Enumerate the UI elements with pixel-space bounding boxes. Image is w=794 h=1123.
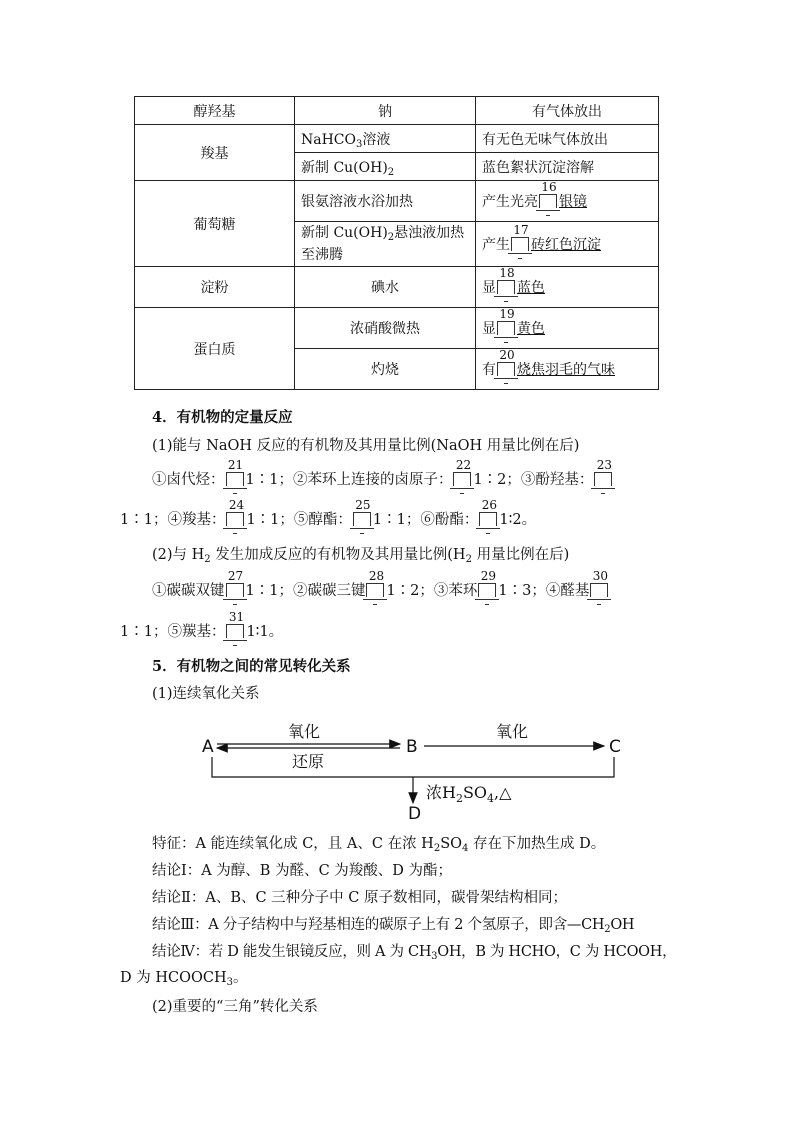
paragraph: (2)重要的“三角”转化关系: [152, 999, 318, 1015]
subscript: 4: [487, 792, 495, 805]
text: 结论Ⅳ：若 D 能发生银镜反应，则 A 为 CH: [152, 944, 432, 960]
table-cell: [295, 125, 476, 153]
table-cell: [476, 349, 659, 390]
text: (2)与 H: [152, 547, 205, 563]
blank-number: 25: [355, 498, 371, 512]
fill-blank-box: [497, 307, 515, 335]
table-cell: 碘水: [295, 267, 476, 308]
subscript: 2: [433, 843, 441, 854]
fill-blank-box: [478, 569, 497, 597]
text: ,△: [494, 783, 512, 802]
cell-text: NaHCO: [301, 131, 356, 148]
text: 1∶1；④羧基：: [120, 512, 226, 528]
paragraph: 结论Ⅰ：A 为醇、B 为醛、C 为羧酸、D 为酯；: [152, 863, 453, 879]
text: 1∶1。: [246, 624, 284, 640]
text: 1∶2；③酚羟基：: [473, 472, 594, 488]
text: 1∶2；③苯环: [386, 583, 478, 599]
fill-blank-box: [539, 180, 557, 208]
table-cell: 蛋白质: [135, 308, 295, 390]
table-cell: [476, 222, 659, 267]
blank-number: 29: [480, 569, 497, 583]
fill-blank-box: [226, 610, 245, 638]
text: OH: [610, 917, 635, 933]
text: 1∶1；⑤醇酯：: [246, 512, 352, 528]
table-cell: 灼烧: [295, 349, 476, 390]
blank-number: 23: [596, 458, 613, 472]
paragraph: (1)连续氧化关系: [152, 686, 260, 702]
paragraph: [152, 942, 676, 962]
cell-text: 显: [482, 321, 496, 337]
table-cell: 有气体放出: [476, 97, 659, 125]
node-a: A: [202, 737, 214, 757]
text: (1)能与 NaOH 反应的有机物及其用量比例(NaOH 用量比例在后): [152, 438, 580, 454]
fill-blank-box: [497, 348, 515, 376]
blank-number: 19: [499, 307, 515, 321]
answer-text: 蓝色: [517, 280, 545, 296]
reaction-table: [134, 96, 659, 390]
text: 浓H: [426, 783, 456, 802]
table-cell: 浓硝酸微热: [295, 308, 476, 349]
subscript: 2: [604, 924, 611, 935]
blank-number: 31: [228, 610, 245, 624]
table-cell: [295, 222, 476, 267]
table-cell: 羧基: [135, 125, 295, 181]
table-cell: 葡萄糖: [135, 181, 295, 267]
answer-text: 烧焦羽毛的气味: [517, 362, 615, 378]
text: D 为 HCOOCH: [120, 970, 227, 986]
table-cell: 蓝色絮状沉淀溶解: [476, 153, 659, 181]
table-row: [135, 267, 659, 308]
table-cell: 淀粉: [135, 267, 295, 308]
text: 用量比例在后): [471, 547, 570, 563]
paragraph: [152, 569, 610, 601]
table-cell: 钠: [295, 97, 476, 125]
answer-text: 银镜: [559, 194, 587, 210]
table-cell: 有无色无味气体放出: [476, 125, 659, 153]
text: SO: [440, 836, 463, 852]
blank-number: 20: [499, 348, 515, 362]
cell-text: 显: [482, 280, 496, 296]
text: 。: [232, 970, 248, 986]
subscript: 2: [204, 554, 211, 565]
text: 存在下加热生成 D。: [468, 836, 606, 852]
text: ①卤代烃：: [152, 472, 225, 488]
fill-blank-box: [226, 498, 245, 526]
cell-text: 新制 Cu(OH): [301, 225, 388, 241]
text: 1∶3；④醛基: [498, 583, 590, 599]
blank-number: 27: [227, 569, 244, 583]
table-cell: [476, 267, 659, 308]
node-b: B: [406, 737, 418, 757]
label-oxidation-2: 氧化: [496, 722, 529, 741]
fill-blank-box: [594, 458, 613, 486]
fill-blank-box: [353, 498, 371, 526]
fill-blank-box: [366, 569, 385, 597]
answer-text: 黄色: [517, 321, 545, 337]
table-cell: [476, 181, 659, 222]
table-row: [135, 125, 659, 153]
subscript: 3: [226, 977, 233, 988]
node-c: C: [609, 737, 621, 757]
text: 发生加成反应的有机物及其用量比例(H: [210, 547, 466, 563]
paragraph: [120, 610, 284, 642]
cell-text: 产生光亮: [482, 194, 538, 210]
subscript: 3: [356, 138, 363, 150]
blank-number: 30: [592, 569, 608, 583]
cell-text: 新制 Cu(OH): [301, 159, 388, 176]
text: 1∶1；②碳碳三键: [245, 583, 366, 599]
connector-a-c: [212, 757, 614, 777]
blank-number: 28: [368, 569, 385, 583]
fill-blank-box: [479, 498, 497, 526]
text: 1∶1；②苯环上连接的卤原子：: [245, 472, 453, 488]
text: 结论Ⅲ：A 分子结构中与羟基相连的碳原子上有 2 个氢原子，即含—CH: [152, 917, 605, 933]
blank-number: 21: [227, 458, 244, 472]
fill-blank-box: [590, 569, 608, 597]
table-cell: [476, 308, 659, 349]
fill-blank-box: [497, 266, 515, 294]
blank-number: 17: [513, 223, 529, 237]
text: OH，B 为 HCHO，C 为 HCOOH，: [437, 944, 677, 960]
text: 1∶1；⑤羰基：: [120, 624, 226, 640]
blank-number: 24: [228, 498, 245, 512]
blank-number: 26: [481, 498, 497, 512]
answer-text: 砖红色沉淀: [531, 237, 601, 253]
blank-number: 18: [499, 266, 515, 280]
section-heading: 5．有机物之间的常见转化关系: [152, 658, 351, 675]
paragraph: 结论Ⅱ：A、B、C 三种分子中 C 原子数相同，碳骨架结构相同；: [152, 890, 567, 906]
subscript: 2: [455, 792, 463, 805]
fill-blank-box: [453, 458, 472, 486]
table-cell: 醇羟基: [135, 97, 295, 125]
table-cell: [295, 153, 476, 181]
oxidation-diagram: [200, 715, 640, 825]
subscript: 3: [431, 951, 438, 962]
subscript: 4: [462, 843, 469, 854]
label-reduction: 还原: [292, 752, 325, 771]
label-condition: [426, 783, 512, 805]
subscript: 2: [387, 232, 395, 243]
table-row: [135, 181, 659, 222]
fill-blank-box: [226, 569, 244, 597]
paragraph: [152, 834, 605, 854]
subscript: 2: [465, 554, 472, 565]
node-d: D: [408, 804, 422, 824]
text: 特征：A 能连续氧化成 C，且 A、C 在浓 H: [152, 836, 434, 852]
subscript: 2: [387, 166, 395, 178]
label-oxidation-1: 氧化: [288, 722, 321, 741]
text: ①碳碳双键: [152, 583, 225, 599]
blank-number: 22: [455, 458, 472, 472]
table-row: [135, 97, 659, 125]
cell-text: 悬浊液加热至沸腾: [301, 225, 465, 263]
text: SO: [462, 783, 488, 802]
cell-text: 有: [482, 362, 496, 378]
paragraph: [120, 968, 247, 988]
paragraph: [152, 545, 569, 565]
section-heading: 4．有机物的定量反应: [152, 409, 293, 426]
paragraph: [120, 498, 537, 530]
fill-blank-box: [511, 223, 529, 251]
paragraph: [152, 436, 579, 456]
text: 1∶2。: [499, 512, 537, 528]
paragraph: [152, 915, 634, 935]
table-row: [135, 308, 659, 349]
cell-text: 溶液: [362, 131, 391, 148]
fill-blank-box: [226, 458, 244, 486]
paragraph: [152, 458, 614, 490]
table-cell: 银氨溶液水浴加热: [295, 181, 476, 222]
cell-text: 产生: [482, 237, 510, 253]
blank-number: 16: [541, 180, 557, 194]
text: 1∶1；⑥酚酯：: [372, 512, 479, 528]
